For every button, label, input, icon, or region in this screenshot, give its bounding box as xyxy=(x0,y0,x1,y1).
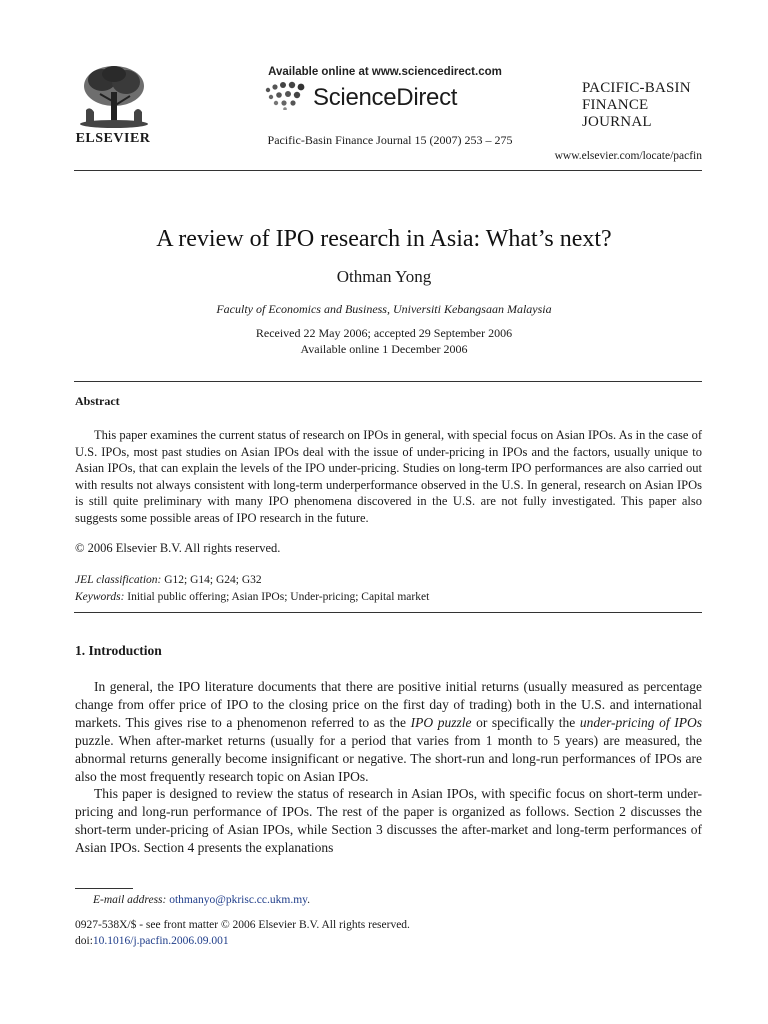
doi-label: doi: xyxy=(75,935,93,947)
issn-line: 0927-538X/$ - see front matter © 2006 Elsevier B.V. All rights reserved. xyxy=(75,919,410,931)
journal-url-link[interactable]: www.elsevier.com/locate/pacfin xyxy=(554,150,702,162)
journal-name-line: FINANCE xyxy=(582,97,649,113)
abstract-heading: Abstract xyxy=(75,394,120,408)
available-online-text: Available online at www.sciencedirect.com xyxy=(268,66,502,78)
emphasis-under-pricing: under-pricing of IPOs xyxy=(579,714,702,730)
email-label: E-mail address: xyxy=(93,894,167,906)
author-affiliation: Faculty of Economics and Business, Universiti Kebangsaan Malaysia xyxy=(216,302,552,316)
introduction-body xyxy=(75,678,702,857)
abstract-copyright: © 2006 Elsevier B.V. All rights reserved. xyxy=(75,541,281,555)
introduction-paragraph xyxy=(75,678,702,785)
available-date: Available online 1 December 2006 xyxy=(300,342,468,356)
journal-reference: Pacific-Basin Finance Journal 15 (2007) 253 – 275 xyxy=(267,133,513,147)
footnote-divider xyxy=(75,888,133,889)
journal-name xyxy=(582,80,691,131)
abstract-bottom-divider xyxy=(74,612,702,613)
email-link[interactable]: othmanyo@pkrisc.cc.ukm.my xyxy=(169,894,308,906)
received-date: Received 22 May 2006; accepted 29 September 2006 xyxy=(255,326,513,340)
author-email xyxy=(93,894,310,906)
article-title: A review of IPO research in Asia: What’s next? xyxy=(156,226,612,252)
elsevier-wordmark: ELSEVIER xyxy=(75,131,151,146)
abstract-body xyxy=(75,427,702,527)
abstract-text: This paper examines the current status of research on IPOs in general, with special focus on Asian IPOs. As in the case of U.S. IPOs, most past studies on Asian IPOs deal with the issue of under-pricing in IPOs and the factors, usually unique to Asian IPOs, that can explain the levels of the IPO under-pricing. Studies on long-term IPO performances are also carried out with results not always consistent with long-term underperformance observed in the U.S. In general, research on Asian IPOs is still quite preliminary with many IPO phenomena discovered in the U.S. are not fully investigated. This paper also suggests some possible areas of IPO research in the future. xyxy=(75,428,702,525)
header-divider xyxy=(74,170,702,171)
emphasis-ipo-puzzle: IPO puzzle xyxy=(410,714,472,730)
jel-classification xyxy=(75,574,262,586)
author-name: Othman Yong xyxy=(336,267,432,286)
email-period: . xyxy=(307,894,311,906)
keywords-label: Keywords: xyxy=(75,591,125,603)
jel-codes: G12; G14; G24; G32 xyxy=(161,574,262,586)
jel-label: JEL classification: xyxy=(75,574,162,586)
section-heading-introduction: 1. Introduction xyxy=(75,643,162,658)
abstract-top-divider xyxy=(74,381,702,382)
keywords-values: Initial public offering; Asian IPOs; Under-pricing; Capital market xyxy=(124,591,430,603)
journal-name-line: PACIFIC-BASIN xyxy=(582,80,691,96)
paragraph-text: puzzle. When after-market returns (usually for a period that varies from 1 month to 5 years) are measured, the abnormal returns generally become insignificant or negative. The short-run and long-run performances of IPOs are also the most frequently research topic on Asian IPOs. xyxy=(75,732,702,784)
article-dates xyxy=(0,325,768,357)
introduction-paragraph: This paper is designed to review the status of research in Asian IPOs, with specific focus on short-term under-pricing and long-run performance of IPOs. The rest of the paper is organized as follows. Section 2 discusses the short-term under-pricing of Asian IPOs, while Section 3 discusses the after-market and long-term performances of Asian IPOs. Section 4 presents the explanations xyxy=(75,786,702,856)
sciencedirect-logo: ScienceDirect xyxy=(313,84,458,111)
doi-link[interactable]: 10.1016/j.pacfin.2006.09.001 xyxy=(92,935,229,947)
keywords xyxy=(75,591,429,603)
paragraph-text: or specifically the xyxy=(471,714,580,730)
paragraph-text: In general, the IPO literature documents that there are positive initial returns (usually measured as percentage change from offer price of IPO to the closing price on the first day of trading) both in the U.S. and international markets. This gives rise to a phenomenon referred to as the xyxy=(75,679,702,730)
journal-name-line: JOURNAL xyxy=(582,114,652,130)
doi-line xyxy=(75,935,229,947)
sciencedirect-dots-icon xyxy=(262,80,312,110)
